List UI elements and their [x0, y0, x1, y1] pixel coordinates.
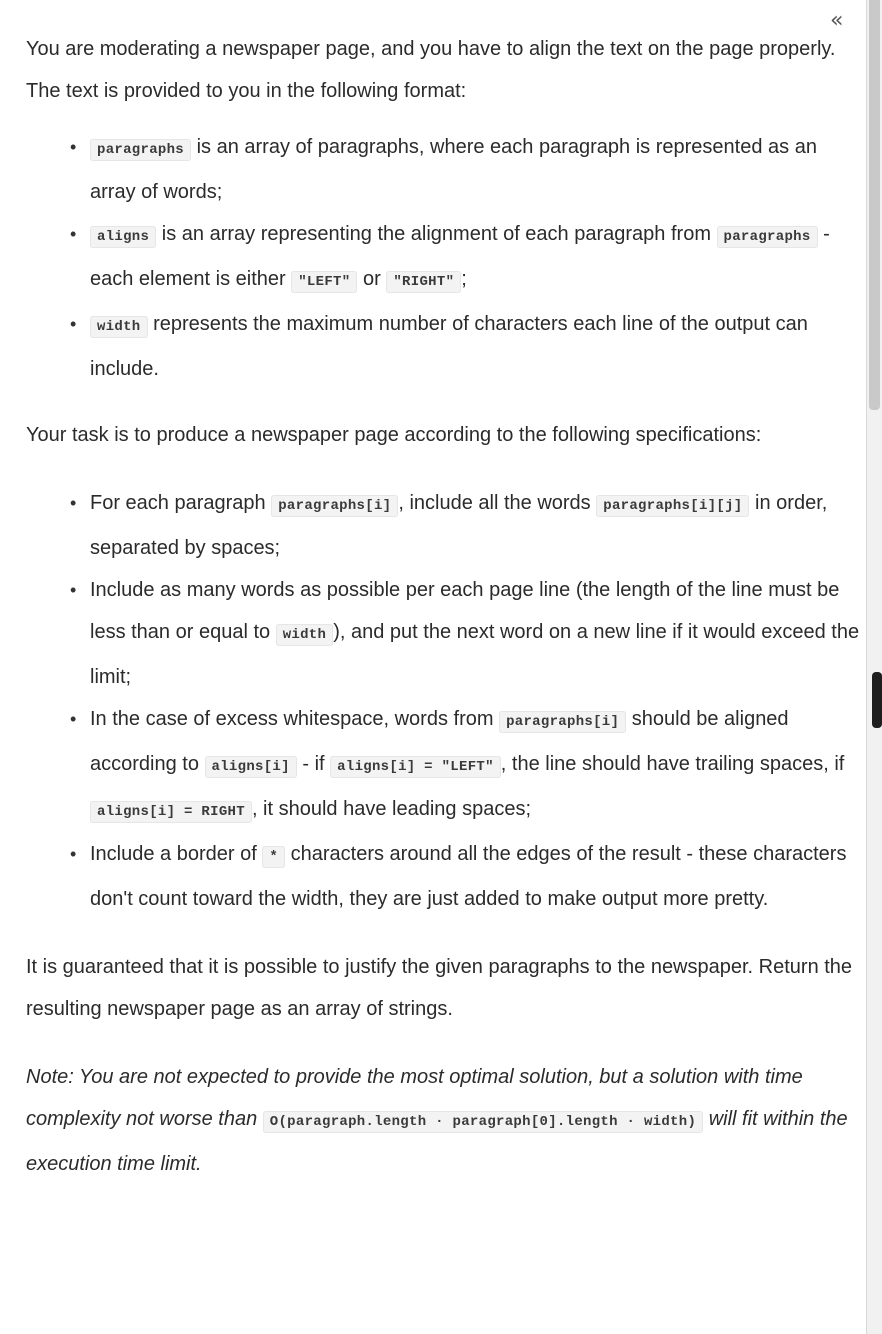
- note-part: Note: You are not expected to provide the most optimal solution, but a solution with time complexity not worse than: [26, 1066, 803, 1130]
- spec-text: , include all the words: [398, 492, 597, 514]
- list-item-width: [26, 303, 866, 390]
- spec-text: In the case of excess whitespace, words from: [90, 708, 500, 730]
- resize-handle[interactable]: [872, 672, 882, 728]
- bullet-icon: •: [70, 580, 77, 600]
- spec-item-alignment: [26, 698, 866, 833]
- bullet-icon: •: [70, 224, 77, 244]
- code-paragraphs-i-j: paragraphs[i][j]: [596, 495, 749, 517]
- list-item-text: ;: [461, 268, 467, 290]
- guarantee-text: It is guaranteed that it is possible to justify the given paragraphs to the newspaper. Return the resulting newspaper page as an array of strings.: [26, 956, 853, 1020]
- spec-list: [26, 482, 866, 920]
- spec-text: , it should have leading spaces;: [251, 798, 532, 820]
- bullet-icon: •: [70, 709, 77, 729]
- spec-text: characters around all the edges of the result - these characters don't count toward the width, they are just added to make output more pretty.: [90, 843, 847, 910]
- note-part: will fit within the execution time limit.: [26, 1108, 848, 1175]
- list-item-text: is an array representing the alignment of each paragraph from: [156, 223, 717, 245]
- spec-text: in order, separated by spaces;: [90, 492, 828, 559]
- scrollbar-thumb[interactable]: [869, 0, 880, 410]
- list-item-aligns: [26, 213, 866, 303]
- bullet-icon: •: [70, 844, 77, 864]
- spec-text: For each paragraph: [90, 492, 272, 514]
- code-paragraphs: paragraphs: [90, 139, 191, 161]
- spec-text: - if: [296, 753, 331, 775]
- code-paragraphs: paragraphs: [717, 226, 818, 248]
- bullet-icon: •: [70, 137, 77, 157]
- code-left: "LEFT": [291, 271, 357, 293]
- code-right: "RIGHT": [386, 271, 461, 293]
- bullet-icon: •: [70, 314, 77, 334]
- list-item-text: or: [357, 268, 387, 290]
- spec-text: ), and put the next word on a new line if it would exceed the limit;: [90, 621, 860, 688]
- code-aligns-i: aligns[i]: [205, 756, 297, 778]
- list-item-text: - each element is either: [90, 223, 830, 290]
- intro-text: You are moderating a newspaper page, and you have to align the text on the page properly. The text is provided to you in the following format:: [26, 38, 836, 102]
- code-asterisk: *: [262, 846, 285, 868]
- list-item-text: is an array of paragraphs, where each paragraph is represented as an array of words;: [90, 136, 817, 203]
- task-text: Your task is to produce a newspaper page according to the following specifications:: [26, 424, 762, 446]
- code-aligns-left: aligns[i] = "LEFT": [330, 756, 501, 778]
- format-list: [26, 126, 866, 390]
- spec-text: , the line should have trailing spaces, if: [500, 753, 845, 775]
- list-item-text: represents the maximum number of characters each line of the output can include.: [90, 313, 808, 380]
- code-paragraphs-i: paragraphs[i]: [271, 495, 398, 517]
- code-aligns-right: aligns[i] = RIGHT: [90, 801, 252, 823]
- code-width: width: [276, 624, 334, 646]
- spec-item-border: [26, 833, 866, 920]
- spec-item-line-length: [26, 569, 866, 698]
- spec-item-words: [26, 482, 866, 569]
- code-complexity: O(paragraph.length · paragraph[0].length · width): [263, 1111, 703, 1133]
- spec-text: Include as many words as possible per each page line (the length of the line must be less than or equal to: [90, 579, 840, 643]
- code-paragraphs-i: paragraphs[i]: [499, 711, 626, 733]
- code-aligns: aligns: [90, 226, 156, 248]
- spec-text: Include a border of: [90, 843, 263, 865]
- bullet-icon: •: [70, 493, 77, 513]
- list-item-paragraphs: [26, 126, 866, 213]
- code-width: width: [90, 316, 148, 338]
- note-text: [26, 1056, 866, 1185]
- spec-text: should be aligned according to: [90, 708, 789, 775]
- collapse-panel-icon[interactable]: «: [830, 8, 844, 33]
- vertical-scrollbar[interactable]: [866, 0, 882, 1334]
